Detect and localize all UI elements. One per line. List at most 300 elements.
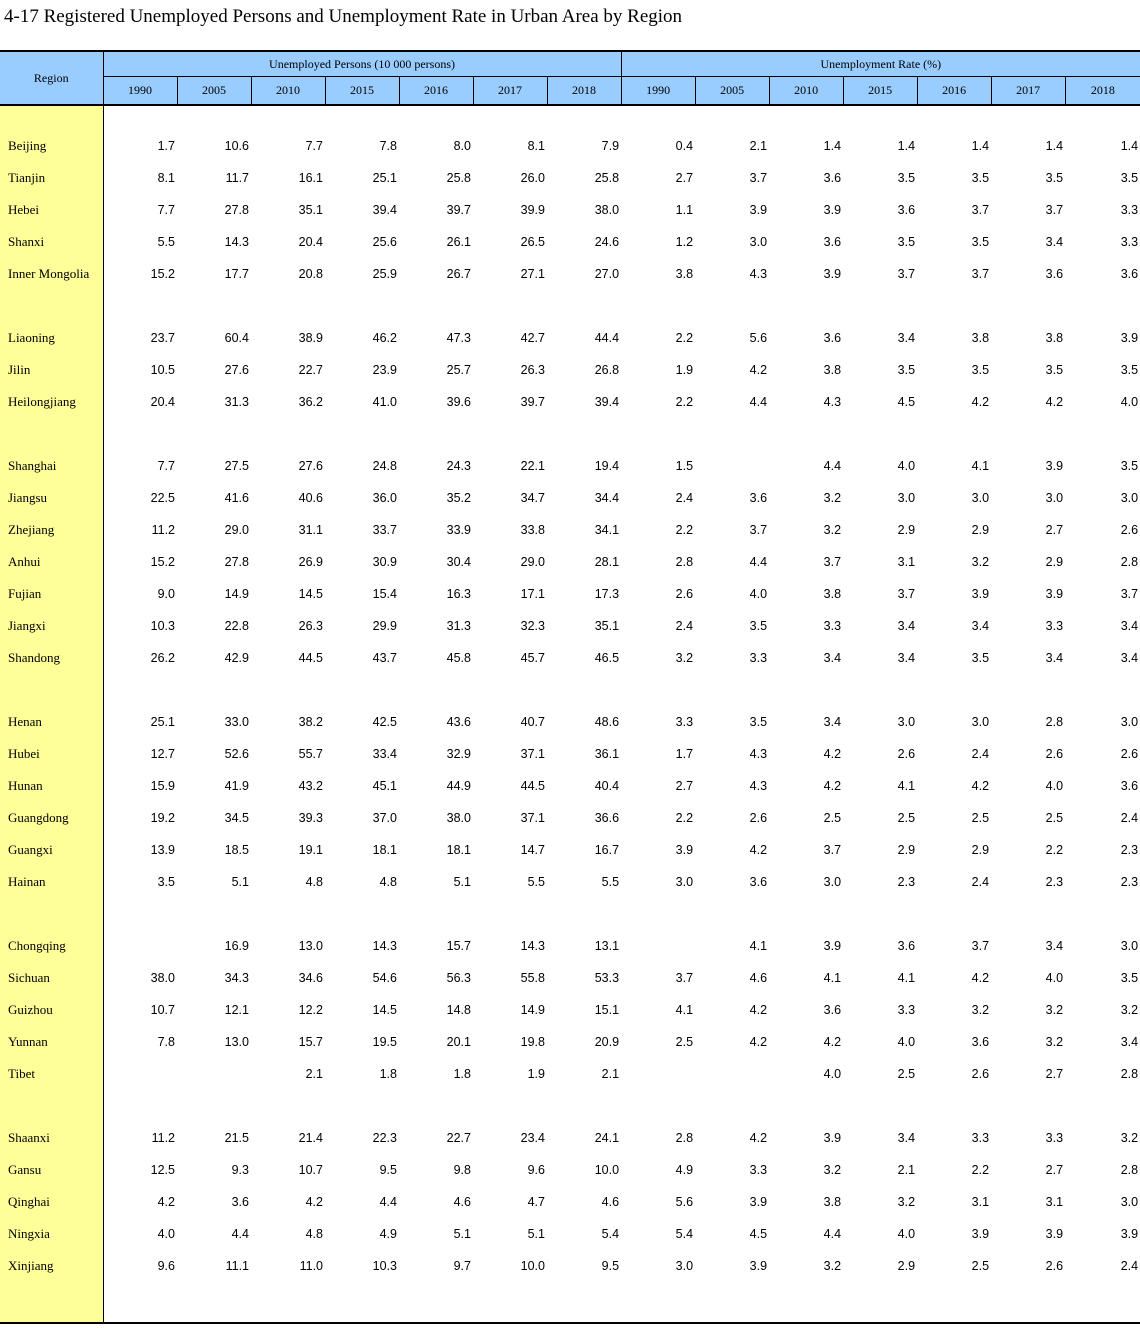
- region-cell: Jilin: [0, 354, 103, 386]
- unemployed-persons-cell: [399, 1090, 473, 1122]
- unemployment-rate-cell: 3.5: [897, 235, 916, 249]
- unemployment-rate-cell: 3.3: [749, 1163, 768, 1177]
- unemployment-rate-cell: [695, 418, 769, 450]
- unemployed-persons-cell: [399, 290, 473, 322]
- unemployment-rate-cell: 3.8: [823, 1195, 842, 1209]
- region-cell: Guizhou: [0, 994, 103, 1026]
- unemployment-rate-cell: 3.6: [897, 939, 916, 953]
- unemployment-rate-cell: 2.9: [1045, 555, 1064, 569]
- unemployed-persons-cell: 9.6: [157, 1259, 175, 1273]
- unemployment-rate-cell: 2.3: [1045, 875, 1064, 889]
- unemployment-rate-cell: 3.5: [1120, 171, 1139, 185]
- unemployment-rate-cell: [991, 290, 1065, 322]
- unemployed-persons-cell: [251, 898, 325, 930]
- unemployed-persons-cell: 14.3: [372, 939, 397, 953]
- unemployment-rate-cell: [621, 898, 695, 930]
- unemployment-rate-cell: 4.0: [1045, 971, 1064, 985]
- unemployed-persons-cell: 45.1: [372, 779, 397, 793]
- unemployment-rate-cell: 3.9: [971, 587, 990, 601]
- unemployment-rate-cell: 4.5: [897, 395, 916, 409]
- unemployment-rate-cell: 3.8: [823, 587, 842, 601]
- unemployed-persons-cell: 20.1: [446, 1035, 471, 1049]
- unemployment-rate-cell: 3.9: [675, 843, 694, 857]
- unemployed-persons-cell: 44.4: [594, 331, 620, 345]
- unemployment-rate-cell: 4.0: [897, 1227, 916, 1241]
- region-cell: Jiangsu: [0, 482, 103, 514]
- unemployed-persons-cell: 26.3: [520, 363, 545, 377]
- unemployed-persons-cell: 14.9: [224, 587, 249, 601]
- unemployment-rate-cell: 2.9: [971, 843, 990, 857]
- unemployed-persons-cell: [177, 290, 251, 322]
- region-cell: [0, 1090, 103, 1122]
- table-row: [0, 610, 1140, 642]
- unemployment-rate-cell: 3.4: [1045, 939, 1064, 953]
- unemployed-persons-cell: [399, 898, 473, 930]
- unemployment-rate-cell: [843, 418, 917, 450]
- unemployed-persons-cell: 24.8: [372, 459, 397, 473]
- unemployed-persons-cell: [103, 290, 177, 322]
- year-header-rate-2015: 2015: [843, 77, 917, 106]
- unemployed-persons-cell: 23.4: [520, 1131, 545, 1145]
- unemployment-rate-cell: 3.7: [897, 267, 916, 281]
- unemployed-persons-cell: 16.3: [446, 587, 471, 601]
- unemployment-rate-cell: 2.6: [749, 811, 768, 825]
- unemployment-rate-cell: 2.2: [971, 1163, 990, 1177]
- spacer-row: [0, 105, 1140, 130]
- unemployment-rate-cell: 4.1: [971, 459, 990, 473]
- unemployment-rate-cell: 2.2: [675, 811, 694, 825]
- region-cell: [0, 898, 103, 930]
- unemployed-persons-cell: 14.8: [446, 1003, 471, 1017]
- spacer-row: [0, 290, 1140, 322]
- unemployment-rate-cell: [917, 898, 991, 930]
- unemployment-rate-cell: 3.1: [1045, 1195, 1064, 1209]
- unemployed-persons-cell: 32.9: [446, 747, 471, 761]
- unemployment-rate-cell: 2.4: [971, 747, 990, 761]
- unemployed-persons-cell: 5.4: [601, 1227, 620, 1241]
- unemployed-persons-cell: 32.3: [520, 619, 545, 633]
- unemployment-rate-cell: 4.2: [1045, 395, 1064, 409]
- unemployed-persons-cell: 1.8: [379, 1067, 397, 1081]
- empty-cell: [843, 105, 917, 130]
- unemployment-rate-cell: 3.4: [897, 651, 916, 665]
- region-cell: Beijing: [0, 130, 103, 162]
- empty-cell: [991, 1282, 1065, 1323]
- unemployed-persons-cell: 25.8: [446, 171, 471, 185]
- table-row: [0, 1154, 1140, 1186]
- unemployed-persons-cell: 33.4: [372, 747, 397, 761]
- unemployed-persons-cell: 38.0: [150, 971, 175, 985]
- table-row: [0, 802, 1140, 834]
- unemployment-rate-cell: 1.2: [675, 235, 694, 249]
- table-row: [0, 258, 1140, 290]
- unemployment-rate-cell: 4.1: [897, 779, 916, 793]
- unemployment-rate-cell: 5.4: [675, 1227, 694, 1241]
- unemployed-persons-cell: 34.1: [594, 523, 620, 537]
- spacer-row: [0, 1090, 1140, 1122]
- unemployment-rate-cell: 3.7: [971, 267, 990, 281]
- unemployment-rate-cell: [621, 930, 695, 962]
- year-header-persons-2010: 2010: [251, 77, 325, 106]
- unemployed-persons-cell: 13.9: [150, 843, 175, 857]
- unemployment-rate-cell: [695, 674, 769, 706]
- unemployed-persons-cell: 25.8: [594, 171, 620, 185]
- unemployment-rate-cell: 2.8: [675, 555, 694, 569]
- unemployment-rate-cell: 2.6: [897, 747, 916, 761]
- unemployed-persons-cell: 9.8: [453, 1163, 471, 1177]
- unemployment-rate-cell: 2.9: [897, 843, 916, 857]
- empty-cell: [769, 1282, 843, 1323]
- region-cell: Gansu: [0, 1154, 103, 1186]
- empty-cell: [473, 1282, 547, 1323]
- unemployed-persons-cell: 15.9: [150, 779, 175, 793]
- region-cell: Henan: [0, 706, 103, 738]
- unemployment-rate-cell: 2.8: [1120, 1163, 1139, 1177]
- unemployed-persons-cell: 44.5: [298, 651, 323, 665]
- region-cell: [0, 418, 103, 450]
- unemployed-persons-cell: 18.5: [224, 843, 249, 857]
- unemployment-rate-cell: 3.3: [1045, 1131, 1064, 1145]
- unemployment-rate-cell: 3.1: [897, 555, 916, 569]
- unemployment-rate-cell: 4.0: [823, 1067, 842, 1081]
- unemployment-rate-cell: 3.2: [823, 491, 842, 505]
- unemployment-rate-cell: [769, 898, 843, 930]
- unemployment-rate-cell: [917, 674, 991, 706]
- unemployment-rate-cell: 3.0: [971, 715, 990, 729]
- unemployed-persons-cell: 29.9: [372, 619, 397, 633]
- unemployed-persons-cell: 7.7: [157, 203, 175, 217]
- region-cell: Guangdong: [0, 802, 103, 834]
- empty-cell: [621, 105, 695, 130]
- empty-cell: [769, 105, 843, 130]
- unemployment-rate-cell: [695, 1090, 769, 1122]
- unemployment-rate-cell: 3.6: [749, 491, 768, 505]
- table-row: [0, 578, 1140, 610]
- unemployed-persons-cell: 7.8: [157, 1035, 175, 1049]
- unemployed-persons-cell: 25.9: [372, 267, 397, 281]
- unemployment-rate-cell: 3.2: [675, 651, 694, 665]
- unemployment-rate-cell: [769, 418, 843, 450]
- unemployment-rate-cell: 4.2: [823, 747, 842, 761]
- unemployment-rate-cell: 5.6: [675, 1195, 694, 1209]
- table-row: [0, 130, 1140, 162]
- unemployment-rate-cell: 3.3: [897, 1003, 916, 1017]
- unemployment-rate-cell: [917, 290, 991, 322]
- year-header-rate-2017: 2017: [991, 77, 1065, 106]
- unemployment-rate-cell: 3.0: [897, 715, 916, 729]
- unemployed-persons-cell: 8.1: [157, 171, 175, 185]
- unemployment-rate-cell: 3.7: [749, 171, 768, 185]
- unemployment-rate-cell: 2.8: [675, 1131, 694, 1145]
- unemployment-rate-cell: 2.2: [675, 331, 694, 345]
- unemployment-rate-cell: 3.0: [971, 491, 990, 505]
- unemployment-rate-cell: 3.2: [823, 1259, 842, 1273]
- unemployed-persons-cell: 33.9: [446, 523, 471, 537]
- unemployed-persons-cell: 37.0: [372, 811, 397, 825]
- unemployed-persons-cell: 20.4: [150, 395, 175, 409]
- unemployed-persons-cell: 20.4: [298, 235, 323, 249]
- table-row: [0, 386, 1140, 418]
- unemployed-persons-cell: 16.9: [224, 939, 249, 953]
- unemployment-rate-cell: 2.3: [1120, 843, 1139, 857]
- unemployed-persons-cell: 19.2: [150, 811, 175, 825]
- unemployed-persons-cell: [103, 898, 177, 930]
- region-cell: Tianjin: [0, 162, 103, 194]
- unemployment-rate-cell: 3.9: [971, 1227, 990, 1241]
- empty-cell: [177, 105, 251, 130]
- unemployment-rate-cell: 2.7: [675, 171, 694, 185]
- unemployment-rate-cell: 3.7: [971, 203, 990, 217]
- unemployed-persons-cell: 48.6: [594, 715, 620, 729]
- unemployed-persons-cell: [103, 930, 177, 962]
- empty-cell: [103, 1282, 177, 1323]
- unemployed-persons-cell: 15.7: [298, 1035, 323, 1049]
- unemployment-rate-cell: 4.2: [971, 779, 990, 793]
- unemployment-rate-cell: 3.6: [897, 203, 916, 217]
- table-row: [0, 770, 1140, 802]
- unemployment-rate-cell: 1.4: [823, 139, 842, 153]
- unemployed-persons-cell: 36.2: [298, 395, 323, 409]
- region-column-header: Region: [0, 51, 103, 105]
- unemployed-persons-cell: 26.8: [594, 363, 620, 377]
- unemployment-rate-cell: 3.8: [971, 331, 990, 345]
- unemployed-persons-cell: 14.5: [298, 587, 323, 601]
- region-cell: Sichuan: [0, 962, 103, 994]
- unemployed-persons-cell: 22.3: [372, 1131, 397, 1145]
- unemployment-rate-cell: 4.0: [749, 587, 768, 601]
- unemployment-rate-cell: 4.2: [749, 1003, 768, 1017]
- unemployed-persons-cell: 34.7: [520, 491, 545, 505]
- unemployment-rate-cell: 3.5: [971, 235, 990, 249]
- unemployment-rate-cell: 2.2: [1045, 843, 1064, 857]
- unemployed-persons-cell: 26.5: [520, 235, 545, 249]
- unemployment-rate-cell: 3.0: [1120, 715, 1139, 729]
- empty-cell: [473, 105, 547, 130]
- unemployment-rate-cell: 3.2: [823, 1163, 842, 1177]
- region-cell: Shandong: [0, 642, 103, 674]
- unemployed-persons-cell: 26.7: [446, 267, 471, 281]
- unemployed-persons-cell: 36.0: [372, 491, 397, 505]
- unemployed-persons-cell: 42.5: [372, 715, 397, 729]
- unemployment-rate-cell: 3.6: [823, 331, 842, 345]
- unemployed-persons-cell: 5.5: [527, 875, 545, 889]
- unemployed-persons-cell: [547, 898, 621, 930]
- unemployed-persons-cell: 21.4: [298, 1131, 323, 1145]
- unemployed-persons-cell: 52.6: [224, 747, 249, 761]
- unemployment-rate-cell: 4.4: [823, 1227, 842, 1241]
- region-cell: Heilongjiang: [0, 386, 103, 418]
- unemployment-rate-cell: 3.9: [823, 267, 842, 281]
- unemployment-rate-cell: [991, 1090, 1065, 1122]
- unemployment-rate-cell: 3.5: [897, 171, 916, 185]
- unemployment-rate-cell: 3.4: [897, 1131, 916, 1145]
- unemployed-persons-cell: 27.8: [224, 555, 249, 569]
- unemployed-persons-cell: 9.0: [157, 587, 175, 601]
- unemployment-rate-cell: 2.5: [675, 1035, 694, 1049]
- unemployment-rate-cell: [1065, 1090, 1140, 1122]
- unemployed-persons-cell: 22.8: [224, 619, 249, 633]
- unemployment-rate-cell: 3.5: [897, 363, 916, 377]
- unemployed-persons-cell: 55.8: [520, 971, 545, 985]
- unemployment-rate-cell: 3.2: [1045, 1003, 1064, 1017]
- unemployed-persons-cell: 4.6: [453, 1195, 471, 1209]
- unemployment-rate-cell: 3.6: [971, 1035, 990, 1049]
- unemployed-persons-cell: 31.1: [298, 523, 323, 537]
- unemployed-persons-cell: 30.4: [446, 555, 471, 569]
- unemployed-persons-cell: 8.1: [527, 139, 545, 153]
- unemployed-persons-cell: [325, 674, 399, 706]
- unemployment-rate-cell: 3.5: [749, 619, 768, 633]
- empty-cell: [325, 1282, 399, 1323]
- unemployed-persons-cell: 33.8: [520, 523, 545, 537]
- unemployment-rate-cell: 3.9: [749, 203, 768, 217]
- unemployment-rate-cell: 4.2: [749, 363, 768, 377]
- table-row: [0, 930, 1140, 962]
- unemployed-persons-cell: 39.7: [520, 395, 545, 409]
- unemployed-persons-cell: 53.3: [594, 971, 620, 985]
- unemployed-persons-cell: 12.1: [224, 1003, 249, 1017]
- unemployment-rate-cell: 2.8: [1120, 1067, 1139, 1081]
- unemployment-rate-cell: 3.9: [1045, 587, 1064, 601]
- unemployment-rate-cell: 3.5: [1120, 459, 1139, 473]
- unemployment-rate-cell: 3.4: [823, 715, 842, 729]
- region-cell: Hebei: [0, 194, 103, 226]
- unemployment-rate-cell: 2.6: [675, 587, 694, 601]
- region-cell: Hunan: [0, 770, 103, 802]
- unemployment-rate-cell: 2.2: [675, 523, 694, 537]
- region-cell: Shanxi: [0, 226, 103, 258]
- unemployment-rate-cell: 3.3: [675, 715, 694, 729]
- unemployed-persons-cell: [251, 418, 325, 450]
- table-row: [0, 354, 1140, 386]
- year-header-rate-2016: 2016: [917, 77, 991, 106]
- table-row: [0, 1058, 1140, 1090]
- unemployment-rate-cell: 2.8: [1120, 555, 1139, 569]
- region-cell: Xinjiang: [0, 1250, 103, 1282]
- unemployment-rate-cell: 4.0: [1045, 779, 1064, 793]
- unemployed-persons-cell: 34.6: [298, 971, 323, 985]
- unemployment-rate-cell: [991, 418, 1065, 450]
- unemployed-persons-cell: 39.9: [520, 203, 545, 217]
- unemployment-rate-cell: 3.8: [1045, 331, 1064, 345]
- unemployment-rate-cell: [843, 898, 917, 930]
- unemployed-persons-cell: [177, 1090, 251, 1122]
- table-row: [0, 1026, 1140, 1058]
- table-row: [0, 834, 1140, 866]
- unemployment-rate-cell: 0.4: [675, 139, 694, 153]
- unemployment-rate-cell: 4.9: [675, 1163, 694, 1177]
- region-cell: [0, 674, 103, 706]
- unemployment-rate-cell: 4.0: [897, 1035, 916, 1049]
- unemployed-persons-cell: 17.7: [224, 267, 249, 281]
- unemployed-persons-cell: 22.7: [298, 363, 323, 377]
- unemployment-rate-cell: 4.0: [897, 459, 916, 473]
- unemployed-persons-cell: 9.6: [527, 1163, 545, 1177]
- unemployed-persons-cell: [103, 1090, 177, 1122]
- unemployed-persons-cell: 26.3: [298, 619, 323, 633]
- region-cell: Yunnan: [0, 1026, 103, 1058]
- unemployed-persons-cell: 7.7: [305, 139, 323, 153]
- unemployment-rate-cell: 2.5: [897, 1067, 916, 1081]
- unemployed-persons-cell: 26.1: [446, 235, 471, 249]
- unemployment-rate-cell: 3.2: [897, 1195, 916, 1209]
- unemployed-persons-cell: [473, 674, 547, 706]
- unemployed-persons-cell: 4.4: [231, 1227, 249, 1241]
- unemployed-persons-cell: 4.9: [379, 1227, 397, 1241]
- unemployment-rate-cell: [621, 674, 695, 706]
- unemployment-table: [0, 50, 1140, 1324]
- unemployment-rate-cell: 4.5: [749, 1227, 768, 1241]
- unemployed-persons-cell: 42.9: [224, 651, 249, 665]
- unemployed-persons-cell: 44.9: [446, 779, 471, 793]
- unemployment-rate-cell: 4.1: [897, 971, 916, 985]
- unemployed-persons-cell: 41.9: [224, 779, 249, 793]
- unemployment-rate-cell: [843, 290, 917, 322]
- unemployed-persons-cell: 21.5: [224, 1131, 249, 1145]
- unemployed-persons-cell: 20.9: [594, 1035, 620, 1049]
- unemployed-persons-cell: 36.1: [594, 747, 620, 761]
- unemployment-rate-cell: 3.4: [1045, 651, 1064, 665]
- unemployed-persons-cell: 9.5: [379, 1163, 397, 1177]
- unemployed-persons-cell: 47.3: [446, 331, 471, 345]
- unemployment-rate-cell: 3.9: [823, 939, 842, 953]
- unemployment-rate-cell: 3.1: [971, 1195, 990, 1209]
- unemployment-rate-cell: 3.7: [823, 843, 842, 857]
- unemployed-persons-cell: [473, 898, 547, 930]
- unemployment-rate-cell: 2.7: [1045, 1067, 1064, 1081]
- unemployed-persons-cell: [399, 418, 473, 450]
- unemployment-rate-cell: 3.2: [971, 555, 990, 569]
- spacer-row: [0, 1282, 1140, 1323]
- unemployed-persons-cell: 15.4: [372, 587, 397, 601]
- empty-cell: [547, 1282, 621, 1323]
- unemployment-rate-cell: 3.9: [823, 1131, 842, 1145]
- unemployment-rate-cell: 2.5: [971, 811, 990, 825]
- unemployment-rate-cell: 3.5: [971, 651, 990, 665]
- table-row: [0, 1250, 1140, 1282]
- region-cell: Jiangxi: [0, 610, 103, 642]
- region-cell: Chongqing: [0, 930, 103, 962]
- unemployed-persons-cell: 14.5: [372, 1003, 397, 1017]
- unemployed-persons-cell: 10.0: [594, 1163, 620, 1177]
- unemployed-persons-cell: 13.1: [594, 939, 620, 953]
- unemployment-rate-cell: 3.7: [1045, 203, 1064, 217]
- region-cell: Guangxi: [0, 834, 103, 866]
- unemployment-rate-cell: 4.2: [749, 1035, 768, 1049]
- unemployment-rate-cell: 4.3: [823, 395, 842, 409]
- unemployed-persons-cell: [177, 898, 251, 930]
- unemployment-rate-cell: 3.4: [971, 619, 990, 633]
- unemployed-persons-cell: 4.0: [157, 1227, 175, 1241]
- unemployed-persons-cell: 7.7: [157, 459, 175, 473]
- unemployed-persons-cell: 5.1: [453, 1227, 471, 1241]
- unemployment-rate-cell: 3.3: [1120, 203, 1139, 217]
- unemployed-persons-cell: 4.7: [527, 1195, 545, 1209]
- unemployed-persons-cell: 24.6: [594, 235, 620, 249]
- unemployment-rate-cell: 3.7: [749, 523, 768, 537]
- unemployment-rate-cell: 2.5: [897, 811, 916, 825]
- unemployed-persons-cell: 27.6: [224, 363, 249, 377]
- unemployed-persons-cell: 1.7: [157, 139, 175, 153]
- unemployment-rate-cell: 2.4: [675, 491, 694, 505]
- unemployed-persons-cell: 4.8: [305, 875, 323, 889]
- unemployed-persons-cell: 30.9: [372, 555, 397, 569]
- unemployment-rate-cell: 4.1: [675, 1003, 694, 1017]
- unemployment-rate-cell: 3.4: [897, 619, 916, 633]
- unemployed-persons-cell: [177, 674, 251, 706]
- unemployment-rate-cell: 3.7: [823, 555, 842, 569]
- unemployment-rate-cell: 3.3: [823, 619, 842, 633]
